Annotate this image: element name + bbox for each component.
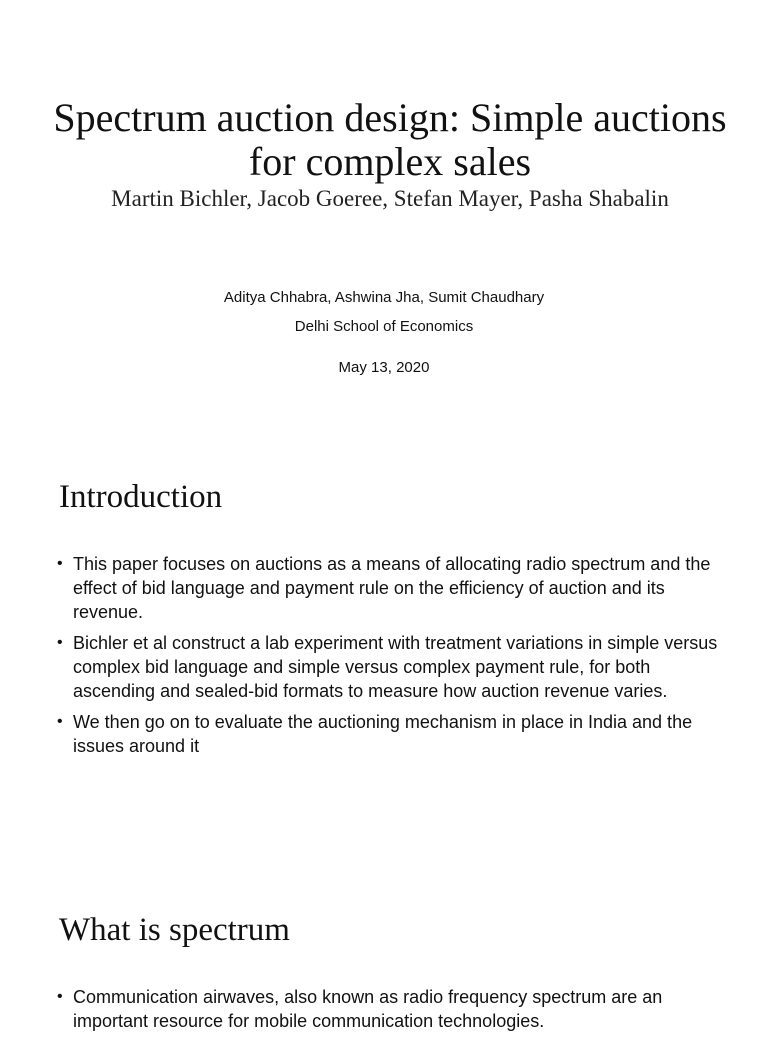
bullet-icon: • (57, 634, 63, 651)
affiliation: Delhi School of Economics (294, 318, 474, 335)
what-is-spectrum-heading: What is spectrum (59, 912, 290, 948)
bullet-icon: • (57, 988, 63, 1005)
introduction-bullet-item (55, 631, 735, 703)
presenter-names: Aditya Chhabra, Ashwina Jha, Sumit Chaudhary (223, 289, 545, 306)
introduction-bullet-text: We then go on to evaluate the auctioning mechanism in place in India and the issues around it (73, 712, 693, 756)
introduction-bullet-list (55, 552, 735, 765)
presentation-date: May 13, 2020 (338, 359, 430, 376)
spectrum-bullet-text: Communication airwaves, also known as radio frequency spectrum are an important resource for mobile communication technologies. (73, 987, 663, 1031)
bullet-icon: • (57, 713, 63, 730)
presentation-title: Spectrum auction design: Simple auctions for complex sales (53, 95, 727, 184)
bullet-icon: • (57, 555, 63, 572)
introduction-heading: Introduction (59, 479, 223, 515)
paper-authors: Martin Bichler, Jacob Goeree, Stefan Mayer, Pasha Shabalin (111, 186, 669, 211)
spectrum-bullet-list (55, 985, 735, 1040)
title-slide (0, 0, 768, 440)
introduction-bullet-item (55, 552, 735, 624)
spectrum-bullet-item (55, 985, 735, 1033)
introduction-bullet-item (55, 710, 735, 758)
introduction-bullet-text: Bichler et al construct a lab experiment with treatment variations in simple versus complex bid language and simple versus complex payment rule, for both ascending and sealed-bid formats to measure how auction revenue varies. (73, 633, 718, 701)
introduction-bullet-text: This paper focuses on auctions as a means of allocating radio spectrum and the effect of bid language and payment rule on the efficiency of auction and its revenue. (73, 554, 711, 622)
